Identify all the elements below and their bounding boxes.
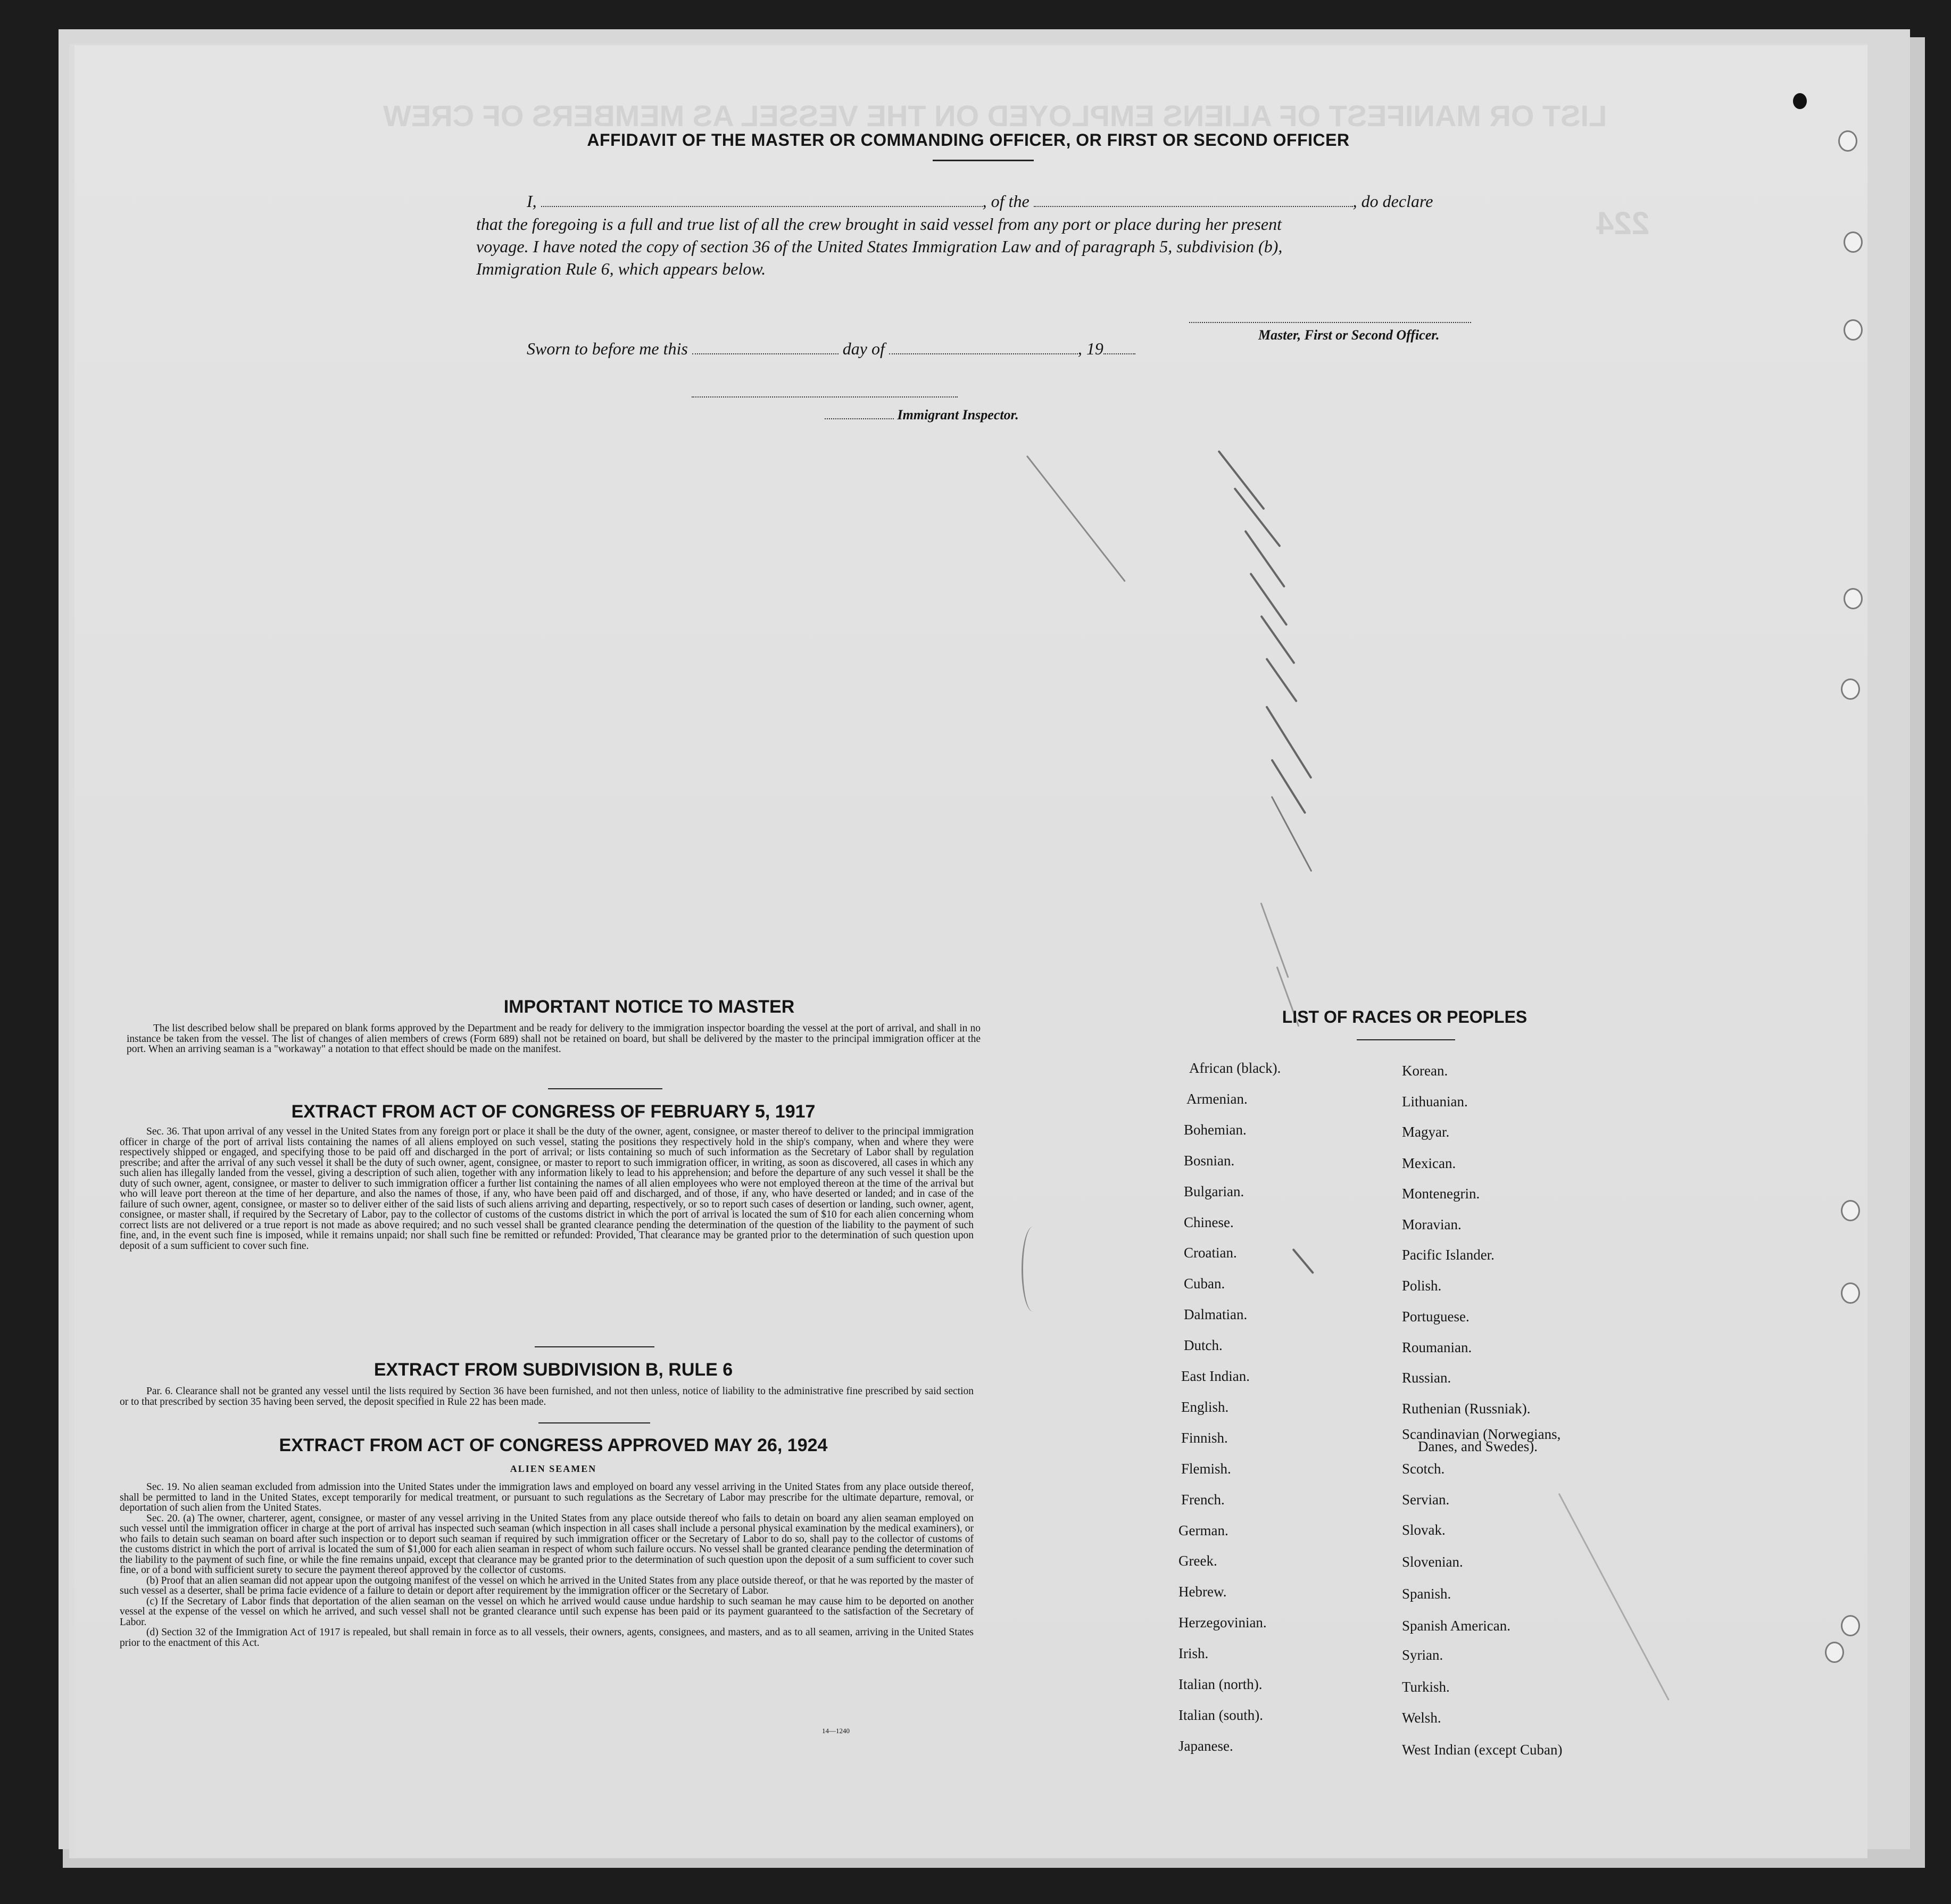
race-item: English. — [1181, 1398, 1229, 1415]
section-rule — [535, 1346, 654, 1347]
race-item: Magyar. — [1402, 1124, 1450, 1140]
race-item: Armenian. — [1186, 1090, 1248, 1107]
section-rule — [538, 1422, 650, 1423]
race-item: Flemish. — [1181, 1460, 1231, 1477]
race-item: Lithuanian. — [1402, 1094, 1468, 1110]
extract-1917-title: EXTRACT FROM ACT OF CONGRESS OF FEBRUARY 5, 1917 — [291, 1102, 816, 1122]
race-item: Turkish. — [1402, 1679, 1450, 1695]
of-the-label: , of the — [982, 192, 1030, 211]
race-item: Roumanian. — [1402, 1339, 1472, 1355]
extract-1924-paragraph: (c) If the Secretary of Labor finds that deportation of the alien seaman on the vessel on which he arrived would cause undue hardship to such seaman he may cause him to be deported on another vessel at the expense of the vessel on which he arrived, and such vessel shall not be granted clearance until such expense has been paid or its payment guaranteed to the satisfaction of the Secretary of Labor. — [120, 1595, 974, 1628]
pencil-mark — [1260, 615, 1295, 664]
extract-1917-paragraph: Sec. 36. That upon arrival of any vessel in the United States from any foreign port or place it shall be the duty of the owner, agent, consignee, or master thereof to deliver to the principal immigration officer in charge of the port of arrival lists containing the names of all aliens employed on such vessel, stating the positions they respectively hold in the ship's company, when and where they were respectively shipped or engaged, and specifying those to be paid off and discharged in the port of arrival; or lists containing so much of such information as the Secretary of Labor shall by regulation prescribe; and after the arrival of any such vessel it shall be the duty of such owner, agent, consignee, or master to report to such immigration officer, in writing, as soon as discovered, all cases in which any such alien has illegally landed from the vessel, giving a description of such alien, together with any information likely to lead to his apprehension; and before the departure of any such vessel it shall be the duty of such owner, agent, consignee, or master to deliver to such immigration officer a further list containing the names of all alien employees who were not employed thereon at the time of the arrival but who will leave port thereon at the time of her departure, and also the names of those, if any, who have been paid off and discharged, and of those, if any, who have deserted or landed; and in case of the failure of such owner, agent, consignee, or master so to deliver either of the said lists of such aliens arriving and departing, respectively, or so to report such cases of desertion or landing, such owner, agent, consignee, or master shall, if required by the Secretary of Labor, pay to the collector of customs of the customs district in which the port of arrival is located the sum of $10 for each alien concerning whom correct lists are not delivered or a true report is not made as above required; and no such vessel shall be granted clearance pending the determination of the question of the liability to the payment of such fine, and, in the event such fine is imposed, while it remains unpaid; nor shall such fine be remitted or refunded: Provided, That clearance may be granted prior to the determination of such question upon deposit of a sum sufficient to cover such fine. — [120, 1126, 974, 1252]
pencil-mark — [1271, 796, 1313, 872]
race-item: Montenegrin. — [1402, 1186, 1480, 1202]
vessel-blank[interactable] — [1034, 194, 1353, 207]
binder-hole — [1841, 1282, 1860, 1304]
alien-seamen-subtitle: ALIEN SEAMEN — [510, 1463, 597, 1474]
race-item: Finnish. — [1181, 1429, 1228, 1446]
race-item: Cuban. — [1184, 1276, 1225, 1292]
race-item: Italian (north). — [1178, 1676, 1263, 1692]
race-item: Korean. — [1402, 1063, 1448, 1079]
race-item: Moravian. — [1402, 1216, 1462, 1232]
extract-1924-paragraph: Sec. 20. (a) The owner, charterer, agent, consignee, or master of any vessel arriving in the United States from any place outside thereof who fails to detain on board any alien seaman employed on such vessel until the immigration officer in charge at the port of arrival has inspected such seaman (which inspection in all cases shall include a personal physical examination by the medical examiners), or who fails to detain such seaman on board after such inspection or to deport such seaman if required by such immigration officer or the Secretary of Labor to do so, shall pay to the collector of customs of the customs district in which the port of arrival is located the sum of $1,000 for each alien seaman in respect of whom such failure occurs. No vessel shall be granted clearance pending the determination of the liability to the payment of such fine, or while the fine remains unpaid, except that clearance may be granted prior to the determination of such question upon the deposit of a sum sufficient to cover such fine, or of a bond with sufficient surety to secure the payment thereof approved by the collector of customs. — [120, 1512, 974, 1576]
binder-hole — [1844, 231, 1863, 253]
races-title: LIST OF RACES OR PEOPLES — [1282, 1007, 1527, 1026]
race-item: Pacific Islander. — [1402, 1247, 1495, 1263]
month-blank[interactable] — [889, 342, 1078, 354]
race-item: East Indian. — [1181, 1368, 1250, 1384]
race-item: Spanish American. — [1402, 1618, 1510, 1634]
declaration-line — [527, 192, 1433, 211]
bleed-through-page-number: 224 — [1596, 205, 1650, 241]
race-item: Herzegovinian. — [1178, 1615, 1267, 1631]
race-item: German. — [1178, 1522, 1228, 1538]
pencil-mark — [1244, 530, 1285, 588]
race-item: Servian. — [1402, 1492, 1450, 1508]
rule6-text — [120, 1386, 974, 1407]
race-item: Italian (south). — [1178, 1707, 1263, 1723]
binder-hole — [1825, 1642, 1844, 1663]
bleed-through-header: LIST OR MANIFEST OF ALIENS EMPLOYED ON THE VESSEL AS MEMBERS OF CREW — [383, 99, 1607, 133]
race-item: African (black). — [1189, 1060, 1281, 1076]
race-item: Greek. — [1178, 1553, 1217, 1569]
race-item: Ruthenian (Russniak). — [1402, 1401, 1531, 1417]
race-item: Dutch. — [1184, 1337, 1223, 1354]
race-item: Scandinavian (Norwegians, — [1402, 1426, 1561, 1442]
race-item: West Indian (except Cuban) — [1402, 1742, 1563, 1758]
day-blank[interactable] — [692, 342, 838, 354]
master-signature-label: Master, First or Second Officer. — [1258, 327, 1440, 343]
pencil-mark — [1558, 1493, 1670, 1701]
i-label: I, — [527, 192, 537, 211]
punch-mark — [1793, 93, 1807, 109]
extract-1917-text — [120, 1127, 974, 1251]
race-item: Syrian. — [1402, 1647, 1443, 1663]
race-item: Spanish. — [1402, 1586, 1451, 1602]
extract-1924-paragraph: (d) Section 32 of the Immigration Act of 1917 is repealed, but shall remain in force as to all vessels, their owners, agents, consignees, and masters, and as to all seamen, arriving in the United States prior to the enactment of this Act. — [120, 1627, 974, 1649]
do-declare-label: , do declare — [1352, 192, 1433, 211]
pencil-mark — [1026, 456, 1126, 582]
pencil-arc — [1022, 1227, 1044, 1312]
declaration-statement-line: Immigration Rule 6, which appears below. — [476, 259, 766, 278]
notice-text — [127, 1023, 981, 1055]
race-item: Irish. — [1178, 1645, 1209, 1662]
rule6-title: EXTRACT FROM SUBDIVISION B, RULE 6 — [373, 1360, 733, 1380]
year-label: , 19 — [1077, 339, 1103, 358]
race-item: Dalmatian. — [1184, 1306, 1248, 1323]
race-item: Chinese. — [1184, 1214, 1234, 1230]
race-item: Russian. — [1402, 1370, 1451, 1386]
pencil-mark — [1292, 1248, 1314, 1274]
declaration-statement-line: that the foregoing is a full and true list of all the crew brought in said vessel from any port or place during her present — [476, 214, 1282, 234]
race-item: Welsh. — [1402, 1710, 1441, 1726]
rule6-paragraph: Par. 6. Clearance shall not be granted any vessel until the lists required by Section 36 have been furnished, and not then unless, notice of liability to the administrative fine prescribed by said section or to that prescribed by section 35 having been served, the deposit specified in Rule 22 has been made. — [120, 1386, 974, 1408]
race-item: Mexican. — [1402, 1155, 1456, 1171]
binder-hole — [1844, 588, 1863, 609]
race-item: Portuguese. — [1402, 1309, 1470, 1324]
race-item: Polish. — [1402, 1278, 1442, 1294]
race-item: Slovak. — [1402, 1522, 1446, 1538]
races-title-rule — [1357, 1039, 1455, 1040]
day-of-label: day of — [842, 339, 885, 358]
form-number: 14—1240 — [822, 1727, 850, 1735]
pencil-mark — [1249, 573, 1288, 626]
extract-1924-paragraph: Sec. 19. No alien seaman excluded from admission into the United States under the immigration laws and employed on board any vessel arriving in the United States from any place outside thereof, shall be permitted to land in the United States, except temporarily for medical treatment, or pursuant to such regulations as the Secretary of Labor may prescribe for the ultimate departure, removal, or deportation of such alien from the United States. — [120, 1481, 974, 1513]
inspector-line — [825, 407, 1019, 423]
pencil-mark — [1260, 903, 1289, 978]
race-item: Danes, and Swedes). — [1418, 1438, 1538, 1454]
race-item: Bosnian. — [1184, 1152, 1235, 1169]
master-signature-line[interactable] — [1189, 322, 1471, 323]
year-blank[interactable] — [1103, 342, 1135, 354]
extract-1924-title: EXTRACT FROM ACT OF CONGRESS APPROVED MAY 26, 1924 — [279, 1435, 828, 1455]
name-blank[interactable] — [541, 194, 983, 207]
race-item: Bohemian. — [1184, 1121, 1247, 1138]
notice-paragraph: The list described below shall be prepared on blank forms approved by the Department and be ready for delivery to the immigration inspector boarding the vessel at the port of arrival, and shall in no instance be taken from the vessel. The list of changes of alien members of crews (Form 689) shall not be retained on board, but shall be delivered by the master to the principal immigration officer at the port. When an arriving seaman is a "workaway" a notation to that effect should be made on the manifest. — [127, 1023, 981, 1055]
extract-1924-paragraph: (b) Proof that an alien seaman did not appear upon the outgoing manifest of the vessel on which he arrived in the United States from any place outside thereof, or that he was reported by the master of such vessel as a deserter, shall be prima facie evidence of a failure to detain or deport after requirement by the immigration officer or the Secretary of Labor. — [120, 1575, 974, 1596]
race-item: Japanese. — [1178, 1737, 1233, 1754]
race-item: French. — [1181, 1491, 1225, 1508]
inspector-signature-line[interactable] — [692, 396, 958, 398]
pencil-mark — [1233, 487, 1281, 548]
race-item: Hebrew. — [1178, 1584, 1227, 1600]
extract-1924-text — [120, 1482, 974, 1648]
pencil-mark — [1217, 450, 1265, 510]
affidavit-title-rule — [933, 160, 1034, 161]
binder-hole — [1844, 319, 1863, 341]
declaration-statement-line: voyage. I have noted the copy of section 36 of the United States Immigration Law and of paragraph 5, subdivision (b), — [476, 237, 1283, 256]
race-item: Slovenian. — [1402, 1554, 1463, 1570]
race-item: Croatian. — [1184, 1245, 1237, 1261]
race-item: Bulgarian. — [1184, 1183, 1244, 1199]
binder-hole — [1841, 1615, 1860, 1636]
sworn-line — [527, 339, 1135, 359]
inspector-label: Immigrant Inspector. — [897, 407, 1019, 423]
binder-hole — [1841, 678, 1860, 700]
manifest-page — [74, 45, 1867, 1857]
binder-hole — [1841, 1200, 1860, 1221]
notice-title: IMPORTANT NOTICE TO MASTER — [503, 997, 795, 1017]
inspector-blank[interactable] — [825, 411, 894, 419]
sworn-label: Sworn to before me this — [527, 339, 688, 358]
section-rule — [548, 1088, 662, 1089]
affidavit-title: AFFIDAVIT OF THE MASTER OR COMMANDING OFFICER, OR FIRST OR SECOND OFFICER — [587, 130, 1350, 150]
pencil-mark — [1265, 658, 1298, 702]
pencil-mark — [1265, 706, 1312, 779]
race-item: Scotch. — [1402, 1461, 1445, 1477]
